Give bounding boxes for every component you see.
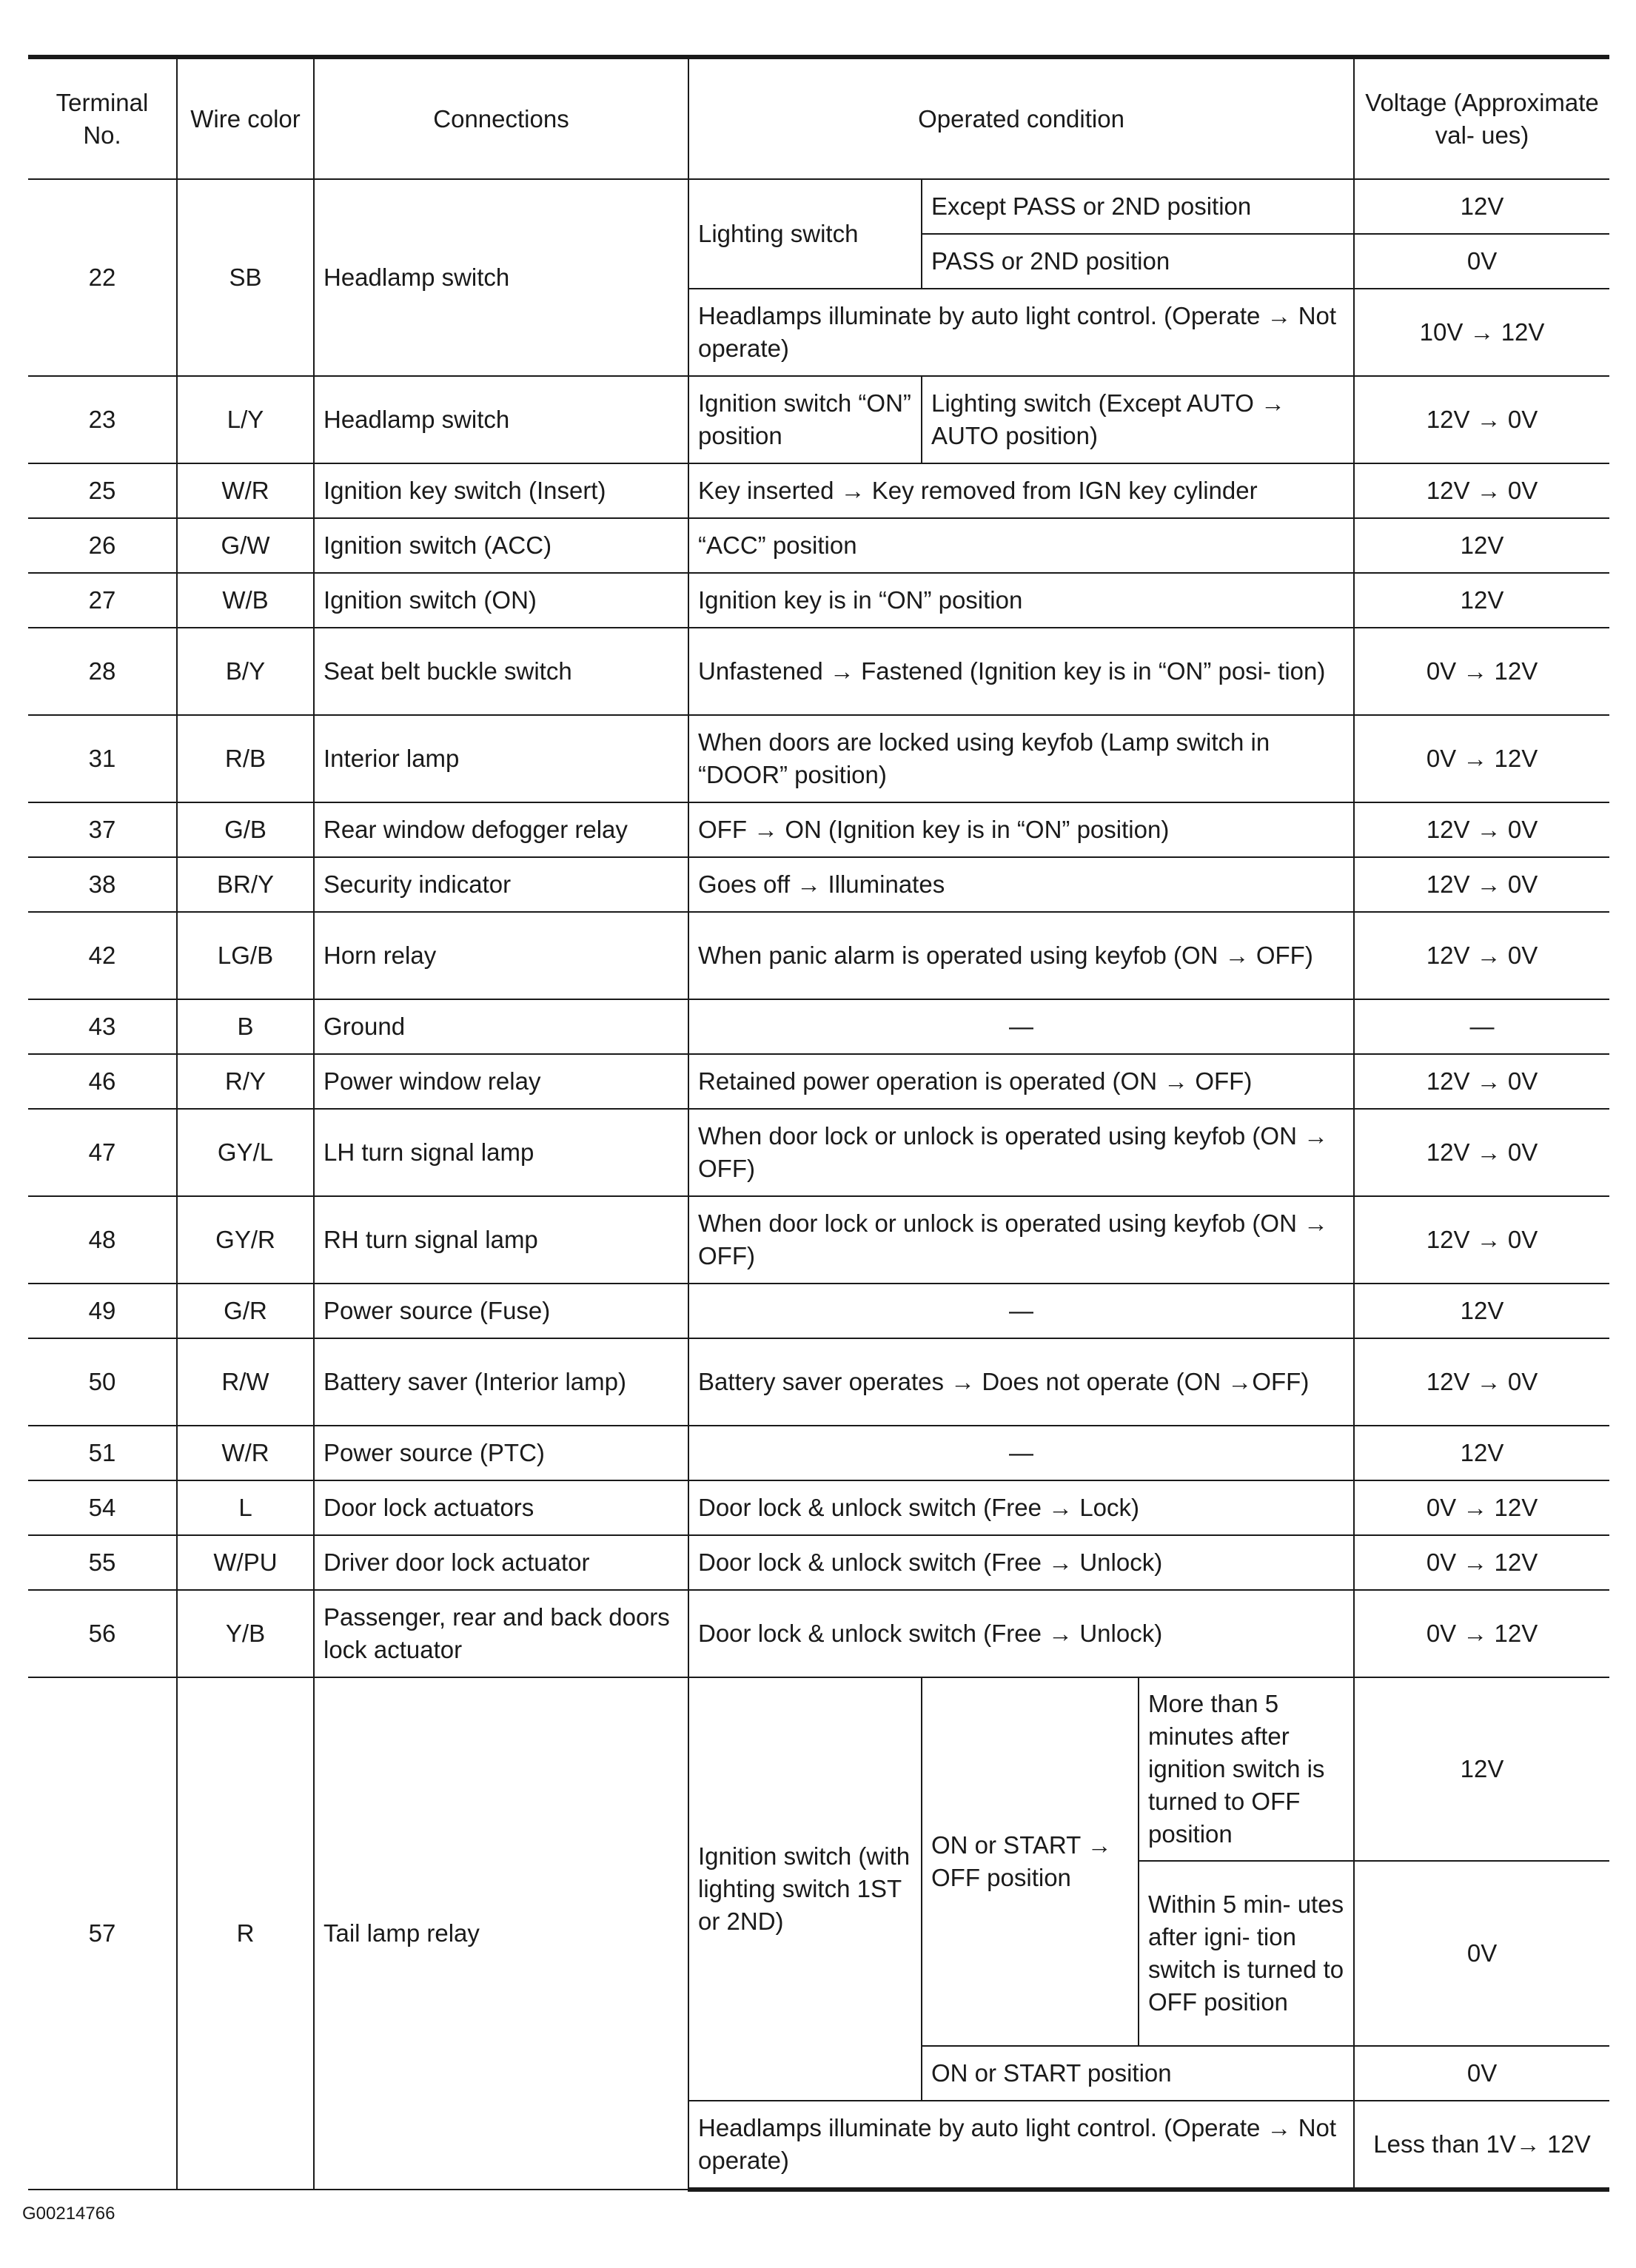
connection-cell: Power source (Fuse) bbox=[314, 1284, 688, 1338]
table-row bbox=[28, 1535, 1609, 1590]
connection-cell: Headlamp switch bbox=[314, 179, 688, 376]
condition-cell: — bbox=[688, 999, 1354, 1054]
wire-color-cell: R bbox=[177, 1677, 314, 2190]
condition-main-cell: Ignition switch (with lighting switch 1ST or 2ND) bbox=[688, 1677, 922, 2101]
table-row bbox=[28, 715, 1609, 802]
wire-color-cell: L bbox=[177, 1480, 314, 1535]
connection-cell: Power window relay bbox=[314, 1054, 688, 1109]
voltage-cell: 12V → 0V bbox=[1354, 463, 1609, 518]
wire-color-cell: W/PU bbox=[177, 1535, 314, 1590]
condition-cell: “ACC” position bbox=[688, 518, 1354, 573]
table-row bbox=[28, 1109, 1609, 1196]
wire-color-cell: G/W bbox=[177, 518, 314, 573]
condition-sub-cell: Within 5 min- utes after igni- tion switch is turned to OFF position bbox=[1139, 1861, 1354, 2046]
connection-cell: Security indicator bbox=[314, 857, 688, 912]
table-row bbox=[28, 518, 1609, 573]
table-row bbox=[28, 573, 1609, 628]
condition-cell: When door lock or unlock is operated using keyfob (ON → OFF) bbox=[688, 1196, 1354, 1284]
table-row bbox=[28, 1480, 1609, 1535]
table-row bbox=[28, 802, 1609, 857]
condition-cell: When panic alarm is operated using keyfob (ON → OFF) bbox=[688, 912, 1354, 999]
wire-color-cell: B bbox=[177, 999, 314, 1054]
terminal-cell: 51 bbox=[28, 1426, 177, 1480]
wire-color-cell: G/R bbox=[177, 1284, 314, 1338]
wire-color-cell: BR/Y bbox=[177, 857, 314, 912]
condition-cell: Key inserted → Key removed from IGN key cylinder bbox=[688, 463, 1354, 518]
condition-cell: Headlamps illuminate by auto light control. (Operate → Not operate) bbox=[688, 289, 1354, 376]
voltage-cell: 12V → 0V bbox=[1354, 1054, 1609, 1109]
voltage-cell: 0V → 12V bbox=[1354, 1480, 1609, 1535]
figure-code: G00214766 bbox=[22, 2204, 115, 2224]
terminal-cell: 43 bbox=[28, 999, 177, 1054]
condition-cell: When doors are locked using keyfob (Lamp switch in “DOOR” position) bbox=[688, 715, 1354, 802]
table-row bbox=[28, 1196, 1609, 1284]
voltage-cell: 12V → 0V bbox=[1354, 1196, 1609, 1284]
header-terminal: Terminal No. bbox=[28, 57, 177, 179]
wire-color-cell: W/B bbox=[177, 573, 314, 628]
terminal-cell: 25 bbox=[28, 463, 177, 518]
condition-main-cell: Lighting switch bbox=[688, 179, 922, 289]
condition-cell: When door lock or unlock is operated using keyfob (ON → OFF) bbox=[688, 1109, 1354, 1196]
header-row bbox=[28, 57, 1609, 179]
connection-cell: Rear window defogger relay bbox=[314, 802, 688, 857]
connection-cell: Tail lamp relay bbox=[314, 1677, 688, 2190]
terminal-cell: 42 bbox=[28, 912, 177, 999]
condition-sub-cell: Lighting switch (Except AUTO → AUTO position) bbox=[922, 376, 1354, 463]
condition-cell: Headlamps illuminate by auto light control. (Operate → Not operate) bbox=[688, 2101, 1354, 2190]
terminal-cell: 50 bbox=[28, 1338, 177, 1426]
voltage-cell: — bbox=[1354, 999, 1609, 1054]
voltage-cell: 12V bbox=[1354, 179, 1609, 234]
voltage-cell: 0V bbox=[1354, 234, 1609, 289]
condition-sub-cell: More than 5 minutes after ignition switch is turned to OFF position bbox=[1139, 1677, 1354, 1861]
terminal-voltage-table-wrapper bbox=[28, 55, 1609, 2192]
voltage-cell: 12V bbox=[1354, 1284, 1609, 1338]
terminal-cell: 56 bbox=[28, 1590, 177, 1677]
condition-mid-cell: ON or START → OFF position bbox=[922, 1677, 1139, 2046]
header-wire-color: Wire color bbox=[177, 57, 314, 179]
connection-cell: Seat belt buckle switch bbox=[314, 628, 688, 715]
header-operated-condition: Operated condition bbox=[688, 57, 1354, 179]
terminal-cell: 37 bbox=[28, 802, 177, 857]
wire-color-cell: L/Y bbox=[177, 376, 314, 463]
wire-color-cell: W/R bbox=[177, 463, 314, 518]
wire-color-cell: R/Y bbox=[177, 1054, 314, 1109]
connection-cell: Ignition switch (ACC) bbox=[314, 518, 688, 573]
condition-cell: Retained power operation is operated (ON → OFF) bbox=[688, 1054, 1354, 1109]
voltage-cell: 12V bbox=[1354, 573, 1609, 628]
condition-cell: Door lock & unlock switch (Free → Lock) bbox=[688, 1480, 1354, 1535]
condition-cell: — bbox=[688, 1284, 1354, 1338]
connection-cell: Door lock actuators bbox=[314, 1480, 688, 1535]
table-row bbox=[28, 179, 1609, 234]
connection-cell: Ignition key switch (Insert) bbox=[314, 463, 688, 518]
connection-cell: Battery saver (Interior lamp) bbox=[314, 1338, 688, 1426]
table-row bbox=[28, 376, 1609, 463]
table-row bbox=[28, 1426, 1609, 1480]
voltage-cell: 0V bbox=[1354, 1861, 1609, 2046]
table-row bbox=[28, 1338, 1609, 1426]
wire-color-cell: LG/B bbox=[177, 912, 314, 999]
connection-cell: Interior lamp bbox=[314, 715, 688, 802]
table-row bbox=[28, 1284, 1609, 1338]
table-row bbox=[28, 999, 1609, 1054]
terminal-voltage-table bbox=[28, 55, 1609, 2192]
voltage-cell: 0V → 12V bbox=[1354, 1535, 1609, 1590]
connection-cell: Horn relay bbox=[314, 912, 688, 999]
voltage-cell: 12V → 0V bbox=[1354, 912, 1609, 999]
voltage-cell: 12V → 0V bbox=[1354, 1338, 1609, 1426]
condition-cell: Door lock & unlock switch (Free → Unlock) bbox=[688, 1590, 1354, 1677]
connection-cell: Ground bbox=[314, 999, 688, 1054]
table-row bbox=[28, 912, 1609, 999]
terminal-cell: 26 bbox=[28, 518, 177, 573]
wire-color-cell: R/W bbox=[177, 1338, 314, 1426]
condition-cell: Battery saver operates → Does not operate (ON →OFF) bbox=[688, 1338, 1354, 1426]
terminal-cell: 48 bbox=[28, 1196, 177, 1284]
condition-cell: Door lock & unlock switch (Free → Unlock) bbox=[688, 1535, 1354, 1590]
voltage-cell: 12V → 0V bbox=[1354, 1109, 1609, 1196]
condition-sub-cell: Except PASS or 2ND position bbox=[922, 179, 1354, 234]
voltage-cell: 12V → 0V bbox=[1354, 802, 1609, 857]
terminal-cell: 28 bbox=[28, 628, 177, 715]
condition-sub-cell: ON or START position bbox=[922, 2046, 1354, 2101]
table-row bbox=[28, 463, 1609, 518]
table-row bbox=[28, 1054, 1609, 1109]
voltage-cell: 12V → 0V bbox=[1354, 376, 1609, 463]
terminal-cell: 57 bbox=[28, 1677, 177, 2190]
connection-cell: RH turn signal lamp bbox=[314, 1196, 688, 1284]
terminal-cell: 54 bbox=[28, 1480, 177, 1535]
voltage-cell: 0V bbox=[1354, 2046, 1609, 2101]
table-row bbox=[28, 857, 1609, 912]
table-row bbox=[28, 1590, 1609, 1677]
connection-cell: Power source (PTC) bbox=[314, 1426, 688, 1480]
connection-cell: Driver door lock actuator bbox=[314, 1535, 688, 1590]
wire-color-cell: B/Y bbox=[177, 628, 314, 715]
wire-color-cell: R/B bbox=[177, 715, 314, 802]
connection-cell: LH turn signal lamp bbox=[314, 1109, 688, 1196]
header-connections: Connections bbox=[314, 57, 688, 179]
wire-color-cell: GY/R bbox=[177, 1196, 314, 1284]
terminal-cell: 31 bbox=[28, 715, 177, 802]
connection-cell: Passenger, rear and back doors lock actuator bbox=[314, 1590, 688, 1677]
voltage-cell: 0V → 12V bbox=[1354, 715, 1609, 802]
voltage-cell: 0V → 12V bbox=[1354, 628, 1609, 715]
condition-cell: Ignition key is in “ON” position bbox=[688, 573, 1354, 628]
condition-cell: Unfastened → Fastened (Ignition key is in “ON” posi- tion) bbox=[688, 628, 1354, 715]
terminal-cell: 38 bbox=[28, 857, 177, 912]
wire-color-cell: SB bbox=[177, 179, 314, 376]
voltage-cell: 12V → 0V bbox=[1354, 857, 1609, 912]
header-voltage: Voltage (Approximate val- ues) bbox=[1354, 57, 1609, 179]
connection-cell: Headlamp switch bbox=[314, 376, 688, 463]
wire-color-cell: Y/B bbox=[177, 1590, 314, 1677]
terminal-cell: 55 bbox=[28, 1535, 177, 1590]
table-row bbox=[28, 1677, 1609, 1861]
table-row bbox=[28, 628, 1609, 715]
voltage-cell: Less than 1V→ 12V bbox=[1354, 2101, 1609, 2190]
voltage-cell: 12V bbox=[1354, 1677, 1609, 1861]
terminal-cell: 27 bbox=[28, 573, 177, 628]
wire-color-cell: W/R bbox=[177, 1426, 314, 1480]
condition-main-cell: Ignition switch “ON” position bbox=[688, 376, 922, 463]
terminal-cell: 23 bbox=[28, 376, 177, 463]
condition-sub-cell: PASS or 2ND position bbox=[922, 234, 1354, 289]
voltage-cell: 12V bbox=[1354, 1426, 1609, 1480]
terminal-cell: 22 bbox=[28, 179, 177, 376]
condition-cell: OFF → ON (Ignition key is in “ON” position) bbox=[688, 802, 1354, 857]
condition-cell: Goes off → Illuminates bbox=[688, 857, 1354, 912]
voltage-cell: 10V → 12V bbox=[1354, 289, 1609, 376]
terminal-cell: 46 bbox=[28, 1054, 177, 1109]
wire-color-cell: GY/L bbox=[177, 1109, 314, 1196]
voltage-cell: 12V bbox=[1354, 518, 1609, 573]
condition-cell: — bbox=[688, 1426, 1354, 1480]
connection-cell: Ignition switch (ON) bbox=[314, 573, 688, 628]
voltage-cell: 0V → 12V bbox=[1354, 1590, 1609, 1677]
terminal-cell: 47 bbox=[28, 1109, 177, 1196]
wire-color-cell: G/B bbox=[177, 802, 314, 857]
terminal-cell: 49 bbox=[28, 1284, 177, 1338]
